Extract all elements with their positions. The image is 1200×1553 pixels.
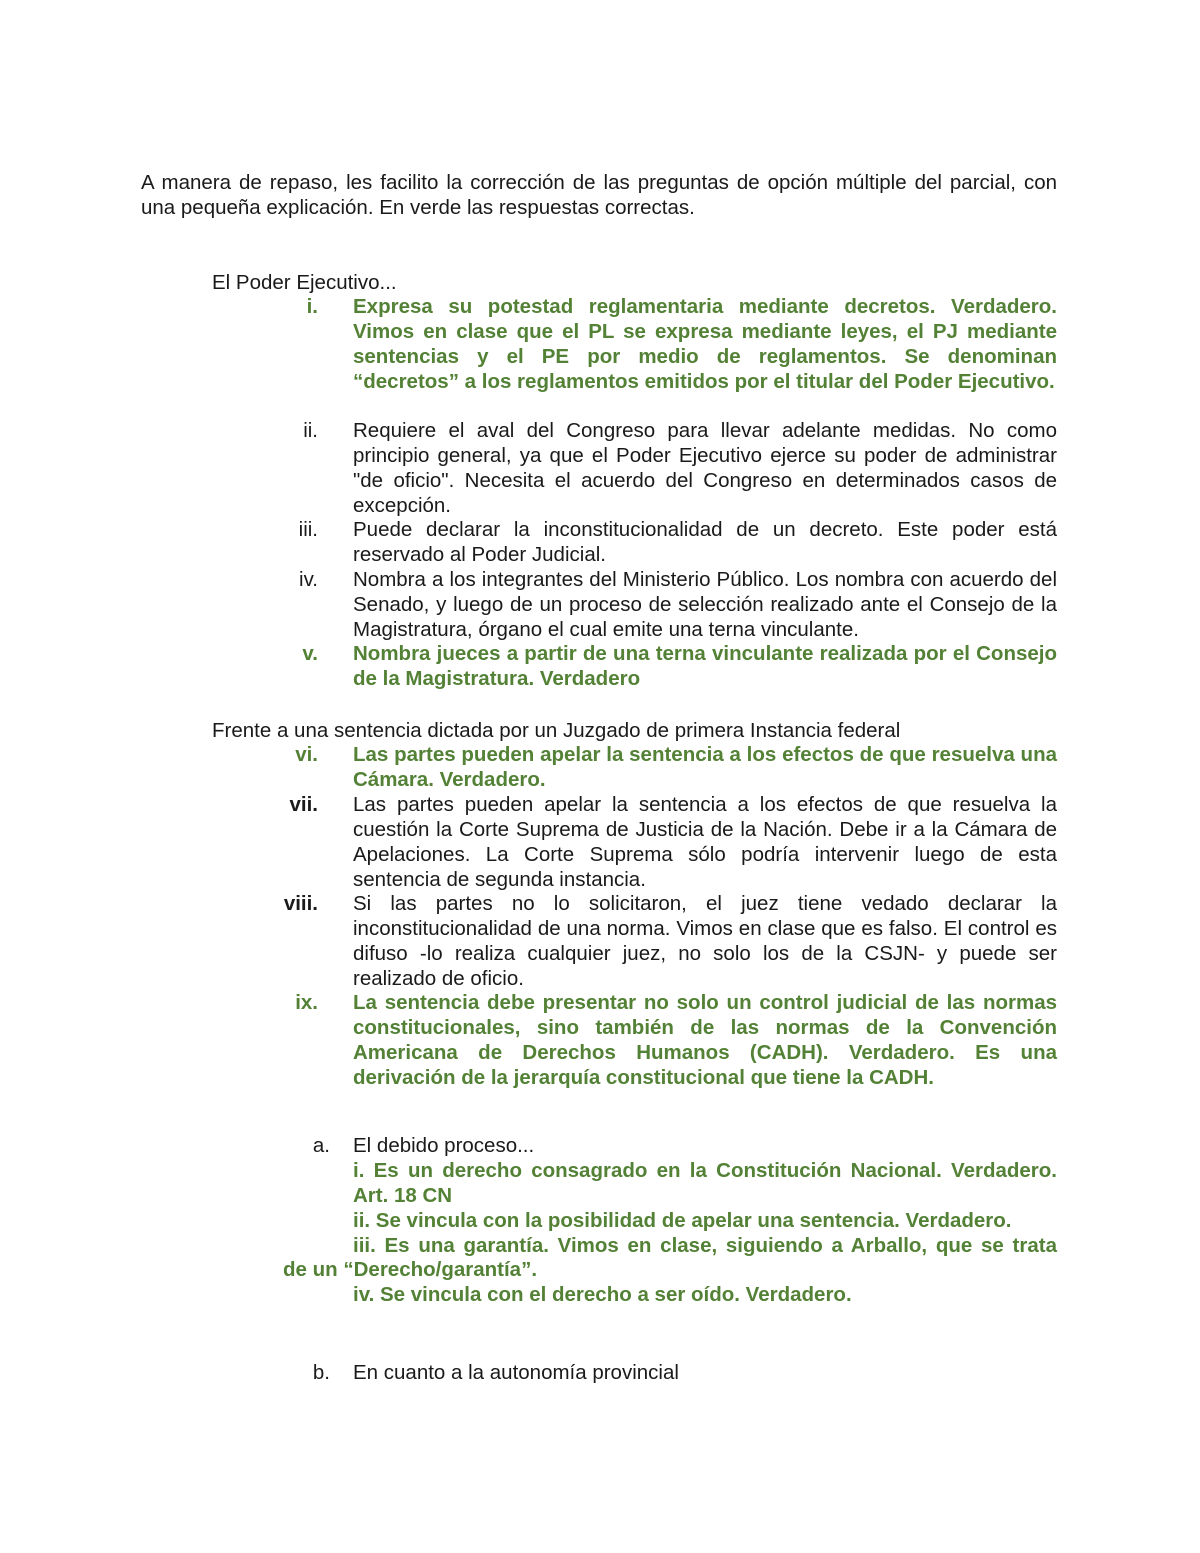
list-item-correct: Expresa su potestad reglamentaria mediante decretos. Verdadero. Vimos en clase que el PL se expresa mediante leyes, el PJ mediante sentencias y el PE por medio de reglamentos. Se denominan “decretos” a los reglamentos emitidos por el titular del Poder Ejecutivo. — [353, 295, 1057, 393]
list-number: iv. — [299, 568, 318, 591]
list-item: Requiere el aval del Congreso para llevar adelante medidas. No como principio general, ya que el Poder Ejecutivo ejerce su poder de administrar "de oficio". Necesita el acuerdo del Congreso en determinados casos de excepción. — [353, 419, 1057, 517]
list-number: v. — [302, 642, 318, 665]
list-number: vii. — [289, 793, 318, 816]
section-heading-debido-proceso: El debido proceso... — [353, 1134, 535, 1157]
list-item: Si las partes no lo solicitaron, el juez tiene vedado declarar la inconstitucionalidad de una norma. Vimos en clase que es falso. El control es difuso -lo realiza cualquier juez, no solo los de la CSJN- y puede ser realizado de oficio. — [353, 892, 1057, 990]
list-letter: b. — [312, 1361, 330, 1384]
list-item-correct: iii. Es una garantía. Vimos en clase, siguiendo a Arballo, que se trata — [353, 1234, 1057, 1257]
list-number: i. — [306, 295, 318, 318]
list-item-correct: Nombra jueces a partir de una terna vinculante realizada por el Consejo de la Magistratura. Verdadero — [353, 642, 1057, 690]
list-number: iii. — [298, 518, 318, 541]
list-item-correct: ii. Se vincula con la posibilidad de apelar una sentencia. Verdadero. — [353, 1209, 1012, 1232]
list-number: viii. — [283, 892, 318, 915]
section-heading-sentencia: Frente a una sentencia dictada por un Juzgado de primera Instancia federal — [212, 719, 901, 742]
list-item-correct: i. Es un derecho consagrado en la Constitución Nacional. Verdadero. Art. 18 CN — [353, 1159, 1057, 1207]
intro-paragraph: A manera de repaso, les facilito la corrección de las preguntas de opción múltiple del parcial, con una pequeña explicación. En verde las respuestas correctas. — [141, 171, 1057, 219]
list-letter: a. — [312, 1134, 330, 1157]
list-item-correct: iv. Se vincula con el derecho a ser oído. Verdadero. — [353, 1283, 852, 1306]
list-item-correct-continuation: de un “Derecho/garantía”. — [283, 1258, 538, 1281]
list-number: vi. — [295, 743, 318, 766]
section-heading-poder-ejecutivo: El Poder Ejecutivo... — [212, 271, 397, 294]
list-item: Las partes pueden apelar la sentencia a los efectos de que resuelva la cuestión la Corte Suprema de Justicia de la Nación. Debe ir a la Cámara de Apelaciones. La Corte Suprema sólo podría intervenir luego de esta sentencia de segunda instancia. — [353, 793, 1057, 891]
list-item: Nombra a los integrantes del Ministerio Público. Los nombra con acuerdo del Senado, y luego de un proceso de selección realizado ante el Consejo de la Magistratura, órgano el cual emite una terna vinculante. — [353, 568, 1057, 641]
list-item: Puede declarar la inconstitucionalidad de un decreto. Este poder está reservado al Poder Judicial. — [353, 518, 1057, 566]
list-item-correct: Las partes pueden apelar la sentencia a los efectos de que resuelva una Cámara. Verdadero. — [353, 743, 1057, 791]
section-heading-autonomia: En cuanto a la autonomía provincial — [353, 1361, 679, 1384]
list-number: ii. — [303, 419, 318, 442]
list-number: ix. — [295, 991, 318, 1014]
list-item-correct: La sentencia debe presentar no solo un control judicial de las normas constitucionales, sino también de las normas de la Convención Americana de Derechos Humanos (CADH). Verdadero. Es una derivación de la jerarquía constitucional que tiene la CADH. — [353, 991, 1057, 1089]
